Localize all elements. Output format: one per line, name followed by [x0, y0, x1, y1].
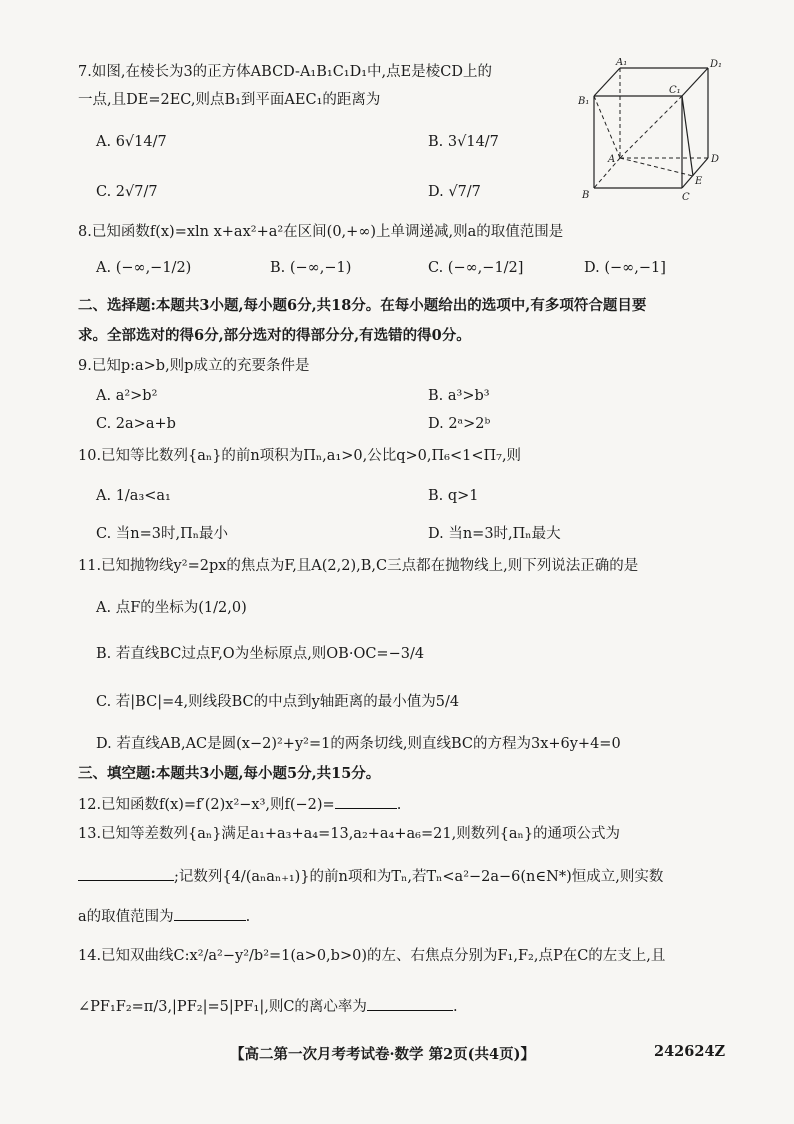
q11-stem: 11.已知抛物线y²=2px的焦点为F,且A(2,2),B,C三点都在抛物线上,则下列说法正确的是 — [78, 558, 639, 574]
q12-end: . — [396, 797, 402, 813]
q12-line — [78, 794, 401, 815]
q8-option-a: A. (−∞,−1/2) — [96, 260, 192, 276]
label-C1: C₁ — [669, 85, 681, 96]
q9-option-c: C. 2a>a+b — [96, 416, 176, 432]
paper-code: 242624Z — [654, 1043, 726, 1060]
page-footer: 【高二第一次月考考试卷·数学 第2页(共4页)】 — [230, 1046, 535, 1063]
q7-line2: 一点,且DE=2EC,则点B₁到平面AEC₁的距离为 — [78, 92, 381, 108]
q14-answer-blank[interactable] — [367, 996, 453, 1011]
q9-stem: 9.已知p:a>b,则p成立的充要条件是 — [78, 358, 310, 374]
q11-option-c: C. 若|BC|=4,则线段BC的中点到y轴距离的最小值为5/4 — [96, 694, 460, 710]
q7-line1: 7.如图,在棱长为3的正方体ABCD-A₁B₁C₁D₁中,点E是棱CD上的 — [78, 64, 492, 80]
section3-title: 三、填空题:本题共3小题,每小题5分,共15分。 — [78, 765, 381, 782]
q8-option-c: C. (−∞,−1/2] — [428, 260, 524, 276]
q8-option-b: B. (−∞,−1) — [270, 260, 352, 276]
q13-line2: ;记数列{4/(aₙaₙ₊₁)}的前n项和为Tₙ,若Tₙ<a²−2a−6(n∈N*)恒成立,则实数 — [174, 869, 664, 885]
label-B: B — [582, 190, 590, 201]
q13-answer-blank-1[interactable] — [78, 866, 174, 881]
q12-answer-blank[interactable] — [335, 794, 397, 809]
q7-option-c: C. 2√7/7 — [96, 184, 158, 200]
q11-option-d: D. 若直线AB,AC是圆(x−2)²+y²=1的两条切线,则直线BC的方程为3x+6y+4=0 — [96, 736, 621, 752]
label-D: D — [711, 154, 720, 165]
q12-stem: 12.已知函数f(x)=f′(2)x²−x³,则f(−2)= — [78, 797, 335, 813]
label-A: A — [608, 154, 616, 165]
label-D1: D₁ — [710, 59, 723, 70]
q14-line1: 14.已知双曲线C:x²/a²−y²/b²=1(a>0,b>0)的左、右焦点分别为F₁,F₂,点P在C的左支上,且 — [78, 948, 666, 964]
label-A1: A₁ — [616, 58, 628, 68]
q14-line2: ∠PF₁F₂=π/3,|PF₂|=5|PF₁|,则C的离心率为 — [78, 999, 367, 1015]
cube-figure — [578, 58, 738, 208]
label-C: C — [682, 192, 690, 203]
q10-option-c: C. 当n=3时,Πₙ最小 — [96, 526, 229, 542]
q9-option-b: B. a³>b³ — [428, 388, 490, 404]
q9-option-a: A. a²>b² — [96, 388, 158, 404]
q7-option-b: B. 3√14/7 — [428, 134, 499, 150]
q13-end: . — [245, 909, 251, 925]
q13-line3: a的取值范围为 — [78, 909, 174, 925]
q10-stem: 10.已知等比数列{aₙ}的前n项积为Πₙ,a₁>0,公比q>0,Π₆<1<Π₇,则 — [78, 448, 522, 464]
label-E: E — [695, 176, 703, 187]
q11-option-b: B. 若直线BC过点F,O为坐标原点,则OB·OC=−3/4 — [96, 646, 425, 662]
q10-option-d: D. 当n=3时,Πₙ最大 — [428, 526, 561, 542]
q14-line2-wrap — [78, 996, 458, 1017]
q7-option-d: D. √7/7 — [428, 184, 481, 200]
q13-line1: 13.已知等差数列{aₙ}满足a₁+a₃+a₄=13,a₂+a₄+a₆=21,则数列{aₙ}的通项公式为 — [78, 826, 621, 842]
q8-stem: 8.已知函数f(x)=xln x+ax²+a²在区间(0,+∞)上单调递减,则a的取值范围是 — [78, 224, 564, 240]
q13-line3-wrap — [78, 906, 250, 927]
q7-option-a: A. 6√14/7 — [96, 134, 167, 150]
q13-line2-wrap — [78, 866, 663, 887]
q10-option-b: B. q>1 — [428, 488, 479, 504]
label-B1: B₁ — [578, 96, 590, 107]
section2-line2: 求。全部选对的得6分,部分选对的得部分分,有选错的得0分。 — [78, 327, 471, 344]
q11-option-a: A. 点F的坐标为(1/2,0) — [96, 600, 247, 616]
q10-option-a: A. 1/a₃<a₁ — [96, 488, 171, 504]
q13-answer-blank-2[interactable] — [174, 906, 246, 921]
q9-option-d: D. 2ᵃ>2ᵇ — [428, 416, 491, 432]
q14-end: . — [452, 999, 458, 1015]
q8-option-d: D. (−∞,−1] — [584, 260, 666, 276]
section2-line1: 二、选择题:本题共3小题,每小题6分,共18分。在每小题给出的选项中,有多项符合题目要 — [78, 297, 647, 314]
